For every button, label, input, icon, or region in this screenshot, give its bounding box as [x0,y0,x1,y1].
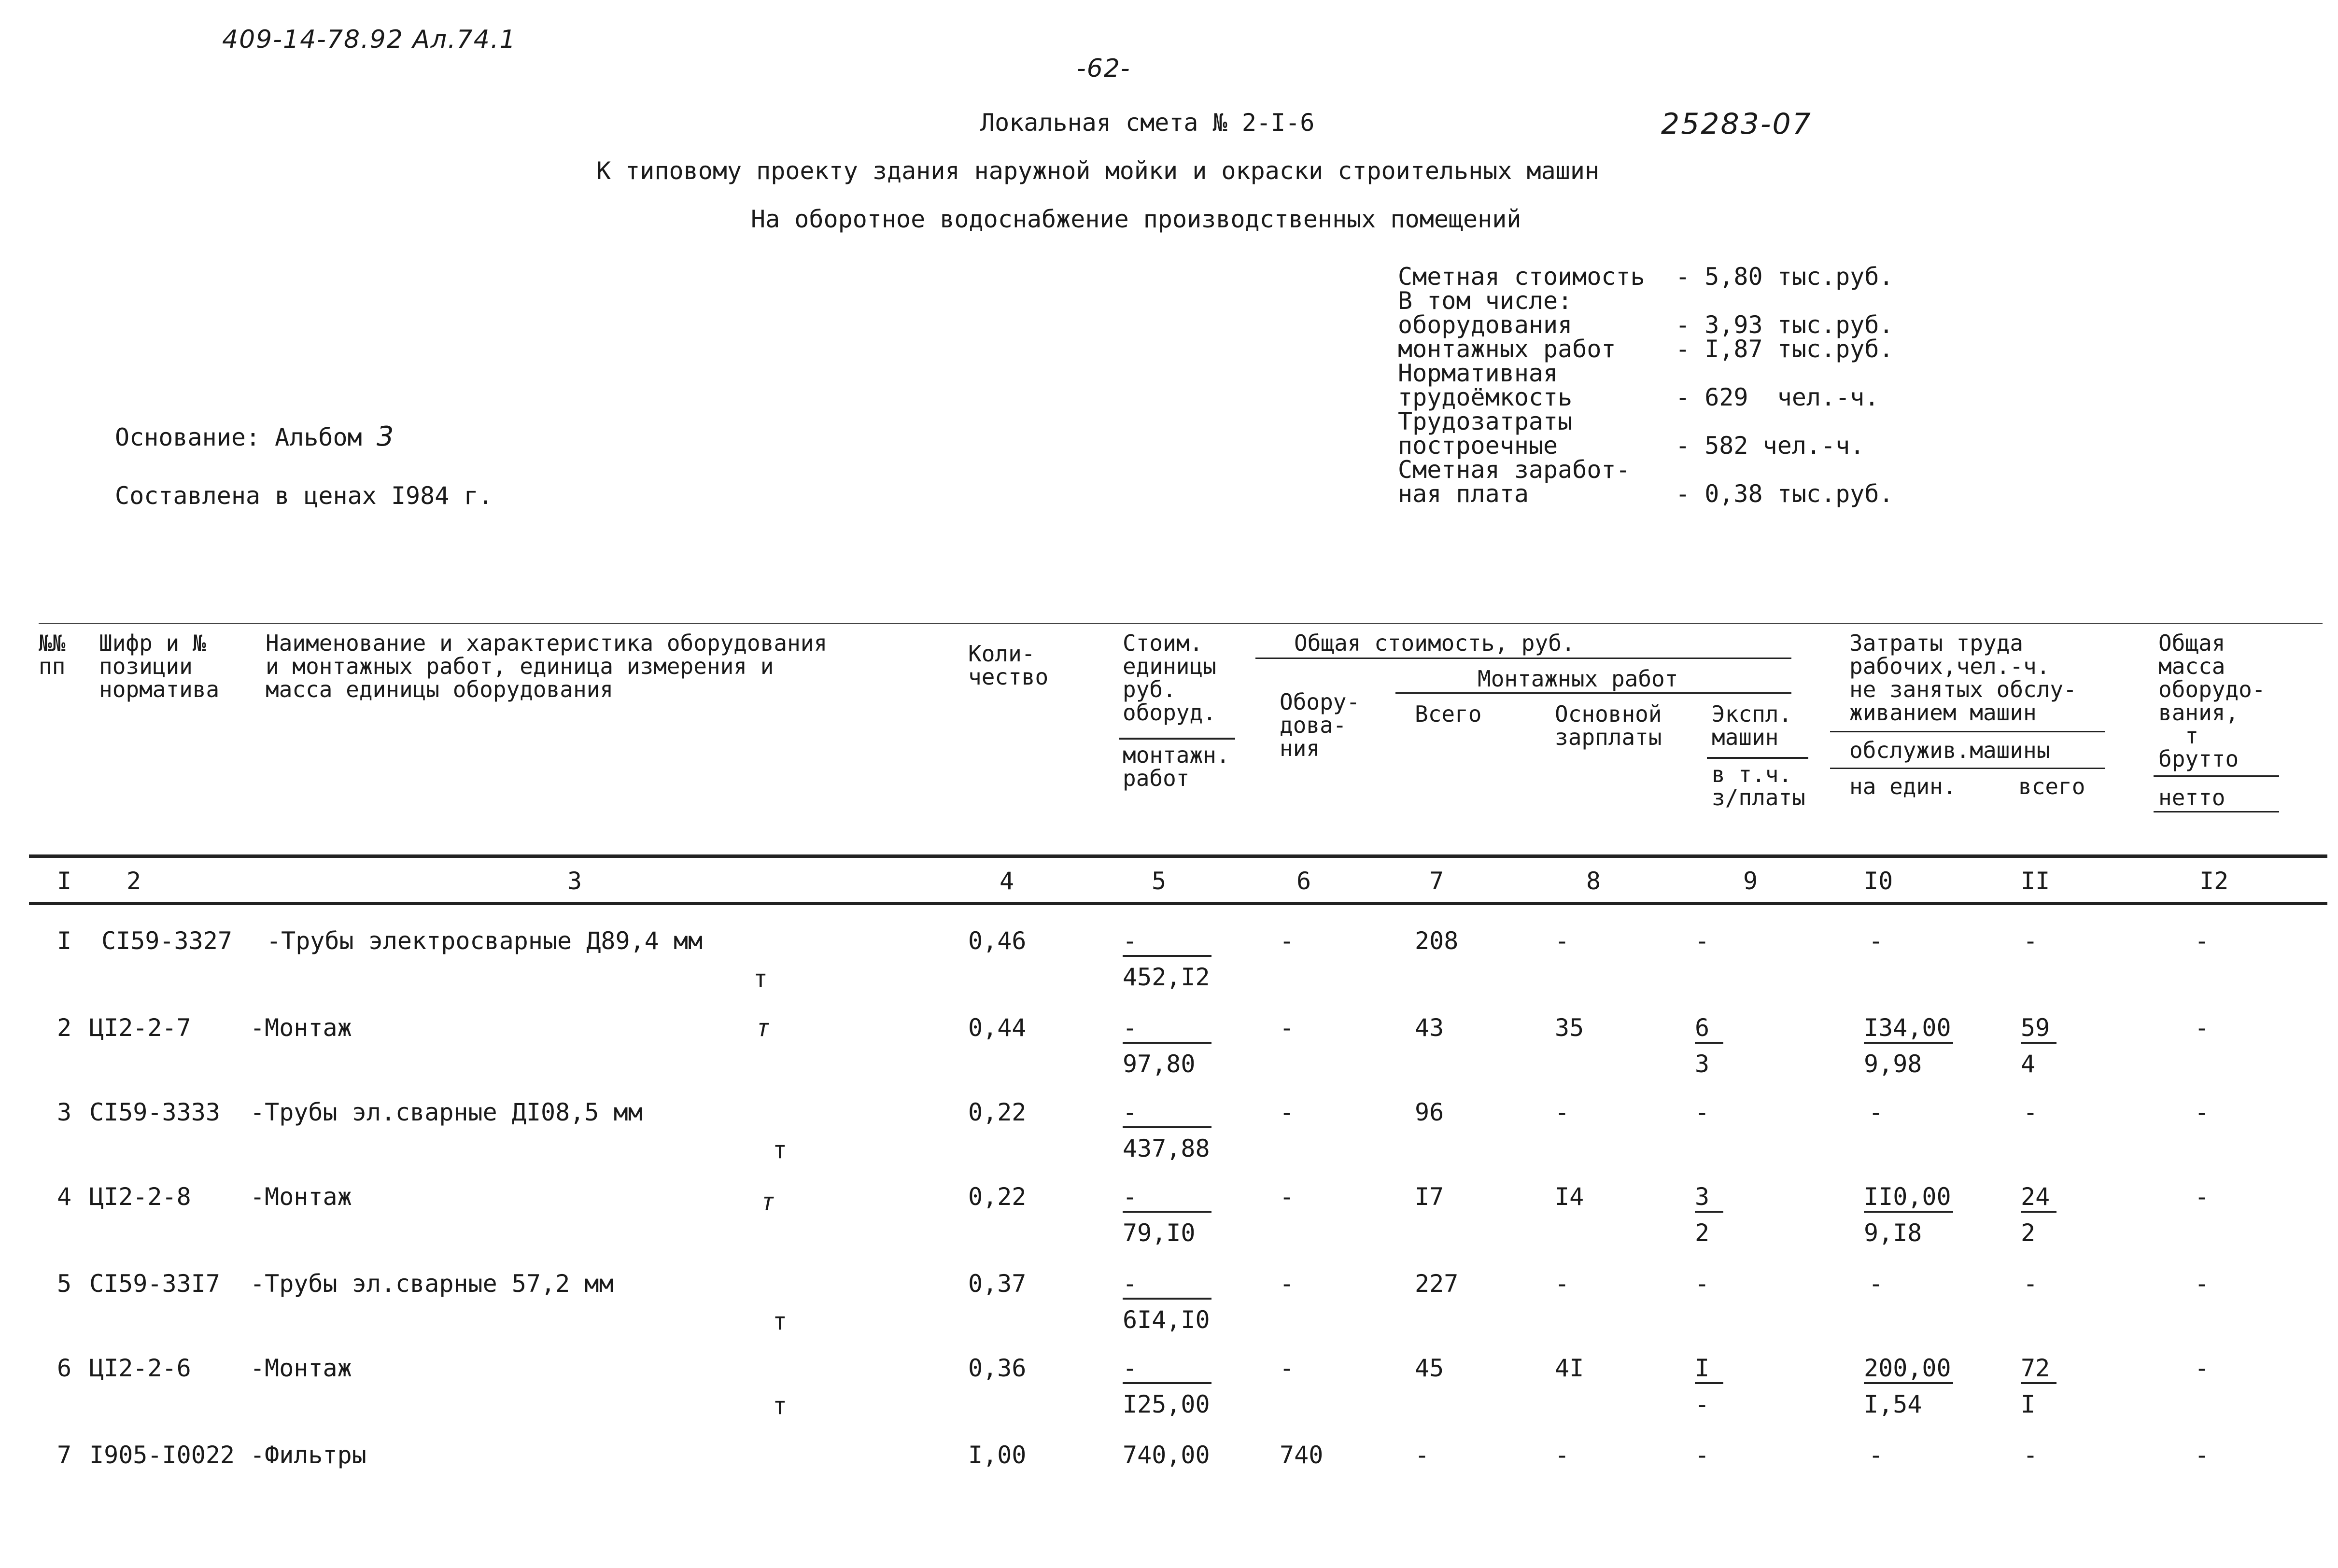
row-quantity: 0,44 [968,1014,1027,1042]
header-mass-rule [2154,775,2279,777]
row-machine-operation: - [1695,1270,1710,1298]
row-total-cost: I7 [1415,1183,1444,1211]
row-name: -Трубы эл.сварные ДI08,5 мм [250,1098,643,1126]
row-labor-total-machine: I [2021,1390,2036,1418]
row-machine-salary: 2 [1695,1219,1710,1247]
basis-label: Основание: Альбом [115,423,362,451]
header-unit-cost-rule [1119,738,1235,740]
row-labor-total-machine: 4 [2021,1050,2036,1078]
header-col-unit-cost-mounting: монтажн. работ [1123,742,1230,791]
row-total-cost: 45 [1415,1354,1444,1382]
row-total-cost: - [1415,1441,1430,1469]
header-col-mass-gross: Общая масса оборудо- вания, т брутто [2158,630,2266,772]
summary-label: Сметная стоимость [1398,263,1645,291]
row-equipment-cost: - [1280,1354,1295,1382]
row-base-salary: - [1555,927,1570,955]
summary-label: Нормативная [1398,359,1558,387]
row-unit-cost-equipment: 740,00 [1123,1441,1210,1469]
row-labor-total [2021,1183,2056,1213]
row-equipment-cost: 740 [1280,1441,1324,1469]
row-labor-total-value: 72 [2021,1354,2056,1384]
row-name: -Трубы электросварные Д89,4 мм [267,927,703,955]
row-machine-operation [1695,1183,1723,1213]
row-labor-total: - [2023,1270,2038,1298]
row-total-cost: 208 [1415,927,1459,955]
row-mass: - [2195,1014,2210,1042]
row-labor-per-unit: - [1869,927,1884,955]
row-equipment-cost: - [1280,1014,1295,1042]
row-mass: - [2195,1270,2210,1298]
page-number: -62- [1077,54,1131,83]
summary-value: - 5,80 тыс.руб. [1676,263,1894,291]
row-unit-cost-equipment [1123,1014,1211,1044]
header-labor-machine-service: обслужив.машины [1849,737,2050,763]
summary-label: ная плата [1398,480,1529,508]
row-quantity: 0,46 [968,927,1027,955]
row-number: 2 [57,1014,72,1042]
row-code: I905-I0022 [89,1441,235,1469]
row-unit: т [761,1188,775,1216]
row-name: -Трубы эл.сварные 57,2 мм [250,1270,614,1298]
header-mass-rule-2 [2154,811,2279,812]
row-total-cost: 43 [1415,1014,1444,1042]
header-col-name: Наименование и характеристика оборудования и монтажных работ, единица измерения и масса единицы оборудования [266,630,828,702]
row-unit: т [773,1392,788,1420]
row-unit-cost-equipment-value: - [1123,1354,1211,1384]
right-code-handwritten: 25283-07 [1661,107,1812,141]
row-unit-cost-equipment-value: - [1123,1270,1211,1300]
row-unit-cost-mounting: 79,I0 [1123,1219,1196,1247]
row-number: 4 [57,1183,72,1211]
row-machine-operation-value: 3 [1695,1183,1723,1213]
row-labor-per-unit: - [1869,1098,1884,1126]
row-unit-cost-mounting: 452,I2 [1123,963,1210,991]
header-col-code: Шифр и № позиции норматива [99,630,220,702]
row-labor-per-unit: - [1869,1441,1884,1469]
column-number: 7 [1429,867,1444,895]
row-labor-total: - [2023,1098,2038,1126]
row-quantity: I,00 [968,1441,1027,1469]
header-total-cost-rule [1255,658,1791,659]
row-total-cost: 227 [1415,1270,1459,1298]
row-labor-total: - [2023,927,2038,955]
row-equipment-cost: - [1280,927,1295,955]
row-mass: - [2195,1183,2210,1211]
header-col-total: Всего [1415,701,1482,727]
row-labor-per-unit-machine: I,54 [1864,1390,1922,1418]
row-base-salary: 35 [1555,1014,1584,1042]
row-unit-cost-equipment-value: - [1123,1014,1211,1044]
row-unit: т [773,1307,788,1335]
row-equipment-cost: - [1280,1270,1295,1298]
row-machine-operation: - [1695,1441,1710,1469]
header-col-quantity: Коли- чество [968,641,1049,690]
header-machines-rule [1707,757,1808,759]
row-labor-per-unit [1864,1354,1953,1384]
row-quantity: 0,22 [968,1098,1027,1126]
column-number: I [57,867,72,895]
header-col-equipment: Обору- дова- ния [1280,689,1360,761]
header-labor-costs: Затраты труда рабочих,чел.-ч. не занятых обслу- живанием машин [1849,630,2077,726]
row-unit-cost-mounting: 437,88 [1123,1134,1210,1162]
row-name: -Фильтры [250,1441,366,1469]
row-code: ЦI2-2-6 [89,1354,191,1382]
row-name: -Монтаж [250,1354,352,1382]
album-number: 3 [376,421,395,452]
row-labor-per-unit-value: I34,00 [1864,1014,1953,1044]
row-base-salary: - [1555,1441,1570,1469]
row-unit-cost-equipment-value: - [1123,927,1211,957]
row-code: CI59-33I7 [89,1270,220,1298]
row-labor-per-unit [1864,1014,1953,1044]
header-mount-works-rule [1395,692,1791,694]
row-number: I [57,927,72,955]
row-number: 3 [57,1098,72,1126]
row-labor-total [2021,1014,2056,1044]
row-name: -Монтаж [250,1183,352,1211]
row-name: -Монтаж [250,1014,352,1042]
row-labor-per-unit-value: II0,00 [1864,1183,1953,1213]
row-mass: - [2195,1441,2210,1469]
summary-label: трудоёмкость [1398,383,1573,411]
row-labor-per-unit-machine: 9,98 [1864,1050,1922,1078]
row-labor-total-machine: 2 [2021,1219,2036,1247]
header-mount-works: Монтажных работ [1478,666,1678,692]
header-col-labor-total: всего [2018,773,2085,799]
header-labor-rule-2 [1830,768,2105,769]
row-labor-total-value: 59 [2021,1014,2056,1044]
row-quantity: 0,36 [968,1354,1027,1382]
row-labor-per-unit-value: 200,00 [1864,1354,1953,1384]
header-total-cost: Общая стоимость, руб. [1294,630,1575,656]
row-mass: - [2195,1098,2210,1126]
column-number: 2 [127,867,141,895]
document-subtitle-project: К типовому проекту здания наружной мойки и окраски строительных машин [596,157,1600,185]
column-number: I2 [2199,867,2229,895]
row-unit-cost-equipment [1123,927,1211,957]
header-col-number: №№ пп [39,630,66,679]
basis-line [115,421,395,452]
row-labor-total [2021,1354,2056,1384]
row-number: 5 [57,1270,72,1298]
row-machine-salary: 3 [1695,1050,1710,1078]
table-top-rule [39,623,2323,624]
row-machine-operation-value: I [1695,1354,1723,1384]
table-header-bottom-rule [29,854,2327,858]
row-base-salary: I4 [1555,1183,1584,1211]
summary-value: - 629 чел.-ч. [1676,383,1879,411]
row-unit-cost-equipment-value: - [1123,1183,1211,1213]
row-unit-cost-equipment [1123,1354,1211,1384]
column-number: 6 [1296,867,1311,895]
row-unit-cost-equipment [1123,1183,1211,1213]
summary-label: В том числе: [1398,287,1573,315]
row-equipment-cost: - [1280,1183,1295,1211]
row-machine-operation-value: 6 [1695,1014,1723,1044]
summary-label: монтажных работ [1398,335,1616,363]
header-col-machine-operation: Экспл. машин [1712,701,1792,750]
header-col-unit-cost-equipment: Стоим. единицы руб. оборуд. [1123,630,1216,726]
row-code: ЦI2-2-8 [89,1183,191,1211]
column-number: 5 [1152,867,1167,895]
row-mass: - [2195,927,2210,955]
row-unit: т [753,965,768,993]
row-mass: - [2195,1354,2210,1382]
summary-value: - I,87 тыс.руб. [1676,335,1894,363]
document-subtitle-purpose: На оборотное водоснабжение производственных помещений [751,205,1521,233]
doc-code-handwritten: 409-14-78.92 Ал.74.1 [222,25,517,54]
column-number: 9 [1743,867,1758,895]
column-number: II [2021,867,2050,895]
summary-label: Сметная заработ- [1398,456,1631,484]
row-unit-cost-equipment [1123,1270,1211,1300]
row-labor-total-value: 24 [2021,1183,2056,1213]
row-code: CI59-3327 [101,927,232,955]
row-base-salary: 4I [1555,1354,1584,1382]
summary-value: - 0,38 тыс.руб. [1676,480,1894,508]
column-number: 8 [1586,867,1601,895]
row-unit: т [756,1014,771,1042]
row-base-salary: - [1555,1098,1570,1126]
row-code: CI59-3333 [89,1098,220,1126]
row-code: ЦI2-2-7 [89,1014,191,1042]
row-labor-total: - [2023,1441,2038,1469]
row-unit-cost-mounting: 6I4,I0 [1123,1306,1210,1334]
row-labor-per-unit-machine: 9,I8 [1864,1219,1922,1247]
header-col-mass-net: нетто [2158,784,2225,811]
prices-year: Составлена в ценах I984 г. [115,482,493,510]
row-labor-per-unit [1864,1183,1953,1213]
row-equipment-cost: - [1280,1098,1295,1126]
column-number: 3 [567,867,582,895]
header-col-labor-per-unit: на един. [1849,773,1957,799]
row-machine-operation [1695,1354,1723,1384]
row-machine-salary: - [1695,1390,1710,1418]
row-base-salary: - [1555,1270,1570,1298]
row-unit-cost-equipment [1123,1098,1211,1128]
column-numbers-bottom-rule [29,902,2327,905]
column-number: 4 [1000,867,1014,895]
row-machine-operation: - [1695,1098,1710,1126]
row-unit-cost-mounting: 97,80 [1123,1050,1196,1078]
summary-label: Трудозатраты [1398,407,1573,435]
summary-value: - 582 чел.-ч. [1676,432,1865,460]
header-col-machine-salary: в т.ч. з/платы [1712,761,1805,811]
row-number: 6 [57,1354,72,1382]
header-labor-rule [1830,731,2105,732]
header-col-base-salary: Основной зарплаты [1555,701,1662,750]
row-total-cost: 96 [1415,1098,1444,1126]
row-unit-cost-mounting: I25,00 [1123,1390,1210,1418]
row-machine-operation: - [1695,927,1710,955]
summary-label: построечные [1398,432,1558,460]
row-number: 7 [57,1441,72,1469]
row-unit-cost-equipment-value: - [1123,1098,1211,1128]
row-labor-per-unit: - [1869,1270,1884,1298]
row-unit: т [773,1136,788,1164]
document-title: Локальная смета № 2-I-6 [980,109,1315,137]
summary-label: оборудования [1398,311,1573,339]
summary-value: - 3,93 тыс.руб. [1676,311,1894,339]
row-machine-operation [1695,1014,1723,1044]
row-quantity: 0,37 [968,1270,1027,1298]
column-number: I0 [1864,867,1893,895]
row-quantity: 0,22 [968,1183,1027,1211]
